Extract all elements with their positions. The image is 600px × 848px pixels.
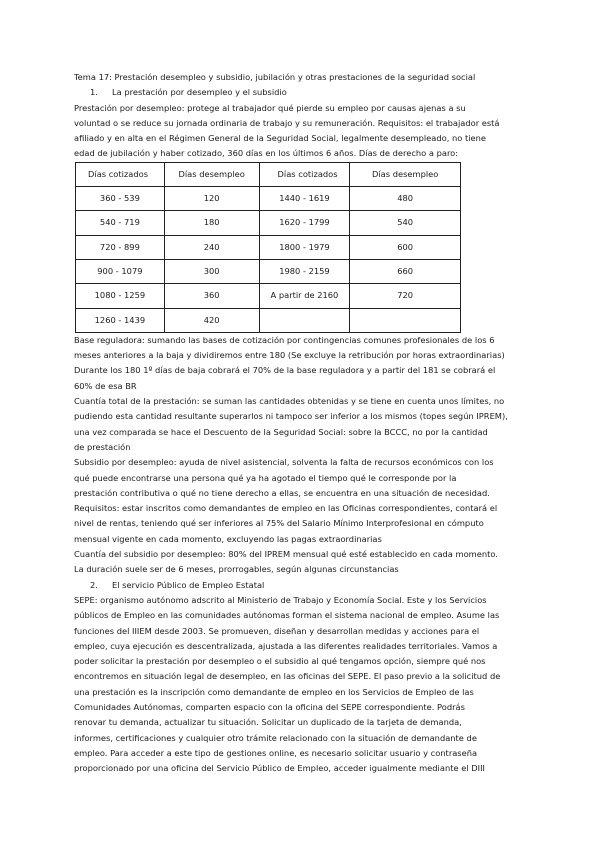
- section-1-heading: [90, 85, 526, 100]
- table-cell: 1800 - 1979: [259, 235, 350, 259]
- table-row: [76, 284, 461, 308]
- paragraph-line: SEPE: organismo autónomo adscrito al Ministerio de Trabajo y Economía Social. Este y los Servicios: [74, 594, 487, 605]
- table-cell: 1260 - 1439: [76, 308, 165, 332]
- paragraph-line: empleo, cuya ejecución es descentralizada, ajustada a las diferentes realidades territoriales. Vamos a: [74, 640, 498, 651]
- paragraph-line: una vez comparada se hace el Descuento de la Seguridad Social: sobre la BCCC, no por la cantidad: [74, 426, 488, 437]
- paragraph-line: públicos de Empleo en las comunidades autónomas forman el sistema nacional de empleo. Asume las: [74, 610, 500, 621]
- table-row: [76, 235, 461, 259]
- table-cell: 540 - 719: [76, 211, 165, 235]
- paragraph-line: prestación contributiva o qué no tiene derecho a ellas, se encuentra en una situación de necesidad.: [74, 487, 490, 498]
- table-row: [76, 308, 461, 332]
- table-cell: 1620 - 1799: [259, 211, 350, 235]
- table-header-cell: Días cotizados: [259, 162, 350, 186]
- table-cell: 720: [350, 284, 461, 308]
- table-cell: 120: [164, 187, 259, 211]
- table-cell: 1080 - 1259: [76, 284, 165, 308]
- table-cell: 660: [350, 259, 461, 283]
- table-cell: 1980 - 2159: [259, 259, 350, 283]
- table-cell: 600: [350, 235, 461, 259]
- table-cell: 360 - 539: [76, 187, 165, 211]
- table-cell: 900 - 1079: [76, 259, 165, 283]
- table-cell: 540: [350, 211, 461, 235]
- paragraph-line: afiliado y en alta en el Régimen General de la Seguridad Social, legalmente desempleado, no tiene: [74, 133, 486, 144]
- table-header-cell: Días desempleo: [350, 162, 461, 186]
- paragraph-line: qué puede encontrarse una persona qué ya ha agotado el tiempo qué le corresponde por la: [74, 472, 457, 483]
- unemployment-days-table: [75, 162, 461, 333]
- table-row: [76, 259, 461, 283]
- table-cell: [259, 308, 350, 332]
- paragraph-line: pudiendo esta cantidad resultante superarlos ni tampoco ser inferior a los mismos (topes según IPREM),: [74, 411, 508, 422]
- paragraph-line: Prestación por desempleo: protege al trabajador qué pierde su empleo por causas ajenas a su: [74, 102, 466, 113]
- table-row: [76, 187, 461, 211]
- table-cell: 720 - 899: [76, 235, 165, 259]
- paragraph-line: encontremos en situación legal de desempleo, en las oficinas del SEPE. El paso previo a la solicitud de: [74, 671, 501, 682]
- paragraph-line: nivel de rentas, teniendo qué ser inferiores al 75% del Salario Mínimo Interprofesional en cómputo: [74, 518, 484, 529]
- section-2-title: El servicio Público de Empleo Estatal: [112, 579, 265, 590]
- paragraph-line: La duración suele ser de 6 meses, prorrogables, según algunas circunstancias: [74, 564, 399, 575]
- paragraph-line: Cuantía del subsidio por desempleo: 80% del IPREM mensual qué esté establecido en cada momento.: [74, 549, 498, 560]
- section-1-title: La prestación por desempleo y el subsidio: [112, 87, 287, 98]
- paragraph-line: Requisitos: estar inscritos como demandantes de empleo en las Oficinas correspondientes, contará el: [74, 503, 498, 514]
- table-header-row: [76, 162, 461, 186]
- table-cell: A partir de 2160: [259, 284, 350, 308]
- paragraph-line: mensual vigente en cada momento, excluyendo las pagas extraordinarias: [74, 533, 382, 544]
- table-cell: 360: [164, 284, 259, 308]
- section-1-number: 1.: [90, 87, 98, 98]
- table-cell: 480: [350, 187, 461, 211]
- paragraph-line: meses anteriores a la baja y dividiremos entre 180 (Se excluye la retribución por horas extraordinarias): [74, 350, 505, 361]
- paragraph-line: Comunidades Autónomas, comparten espacio con la oficina del SEPE correspondiente. Podrás: [74, 701, 465, 712]
- table-cell: 420: [164, 308, 259, 332]
- table-header-cell: Días cotizados: [76, 162, 165, 186]
- section-2-heading: [90, 578, 526, 593]
- table-header-cell: Días desempleo: [164, 162, 259, 186]
- paragraph-line: edad de jubilación y haber cotizado, 360 días en los últimos 6 años. Días de derecho a paro:: [74, 148, 459, 159]
- paragraph-line: voluntad o se reduce su jornada ordinaria de trabajo y su remuneración. Requisitos: el trabajador está: [74, 117, 500, 128]
- table-row: [76, 211, 461, 235]
- table-cell: 1440 - 1619: [259, 187, 350, 211]
- section-2-number: 2.: [90, 579, 98, 590]
- paragraph-line: una prestación es la inscripción como demandante de empleo en los Servicios de Empleo de las: [74, 686, 474, 697]
- table-cell: 300: [164, 259, 259, 283]
- paragraph-line: 60% de esa BR: [74, 380, 137, 391]
- paragraph-line: informes, certificaciones y cualquier otro trámite relacionado con la situación de demandante de: [74, 732, 477, 743]
- paragraph-line: renovar tu demanda, actualizar tu situación. Solicitar un duplicado de la tarjeta de demanda,: [74, 717, 462, 728]
- paragraph-line: Subsidio por desempleo: ayuda de nivel asistencial, solventa la falta de recursos económicos con los: [74, 457, 494, 468]
- document-page: [74, 70, 526, 776]
- paragraph-line: Base reguladora: sumando las bases de cotización por contingencias comunes profesionales de los 6: [74, 334, 495, 345]
- table-cell: 180: [164, 211, 259, 235]
- paragraph-line: empleo. Para acceder a este tipo de gestiones online, es necesario solicitar usuario y contraseña: [74, 747, 478, 758]
- paragraph-line: Durante los 180 1º días de baja cobrará el 70% de la base reguladora y a partir del 181 se cobrará el: [74, 365, 496, 376]
- paragraph-line: poder solicitar la prestación por desempleo o el subsidio al qué tengamos opción, siempre qué nos: [74, 656, 486, 667]
- paragraph-line: funciones del IIIEM desde 2003. Se promueven, diseñan y desarrollan medidas y acciones para el: [74, 625, 480, 636]
- paragraph-line: Cuantía total de la prestación: se suman las cantidades obtenidas y se tiene en cuenta unos límites, no: [74, 396, 505, 407]
- table-cell: 240: [164, 235, 259, 259]
- table-cell: [350, 308, 461, 332]
- document-title: Tema 17: Prestación desempleo y subsidio, jubilación y otras prestaciones de la seguridad social: [74, 72, 476, 82]
- paragraph-line: proporcionado por una oficina del Servicio Público de Empleo, acceder igualmente mediante el DIII: [74, 763, 485, 774]
- paragraph-line: de prestación: [74, 441, 131, 452]
